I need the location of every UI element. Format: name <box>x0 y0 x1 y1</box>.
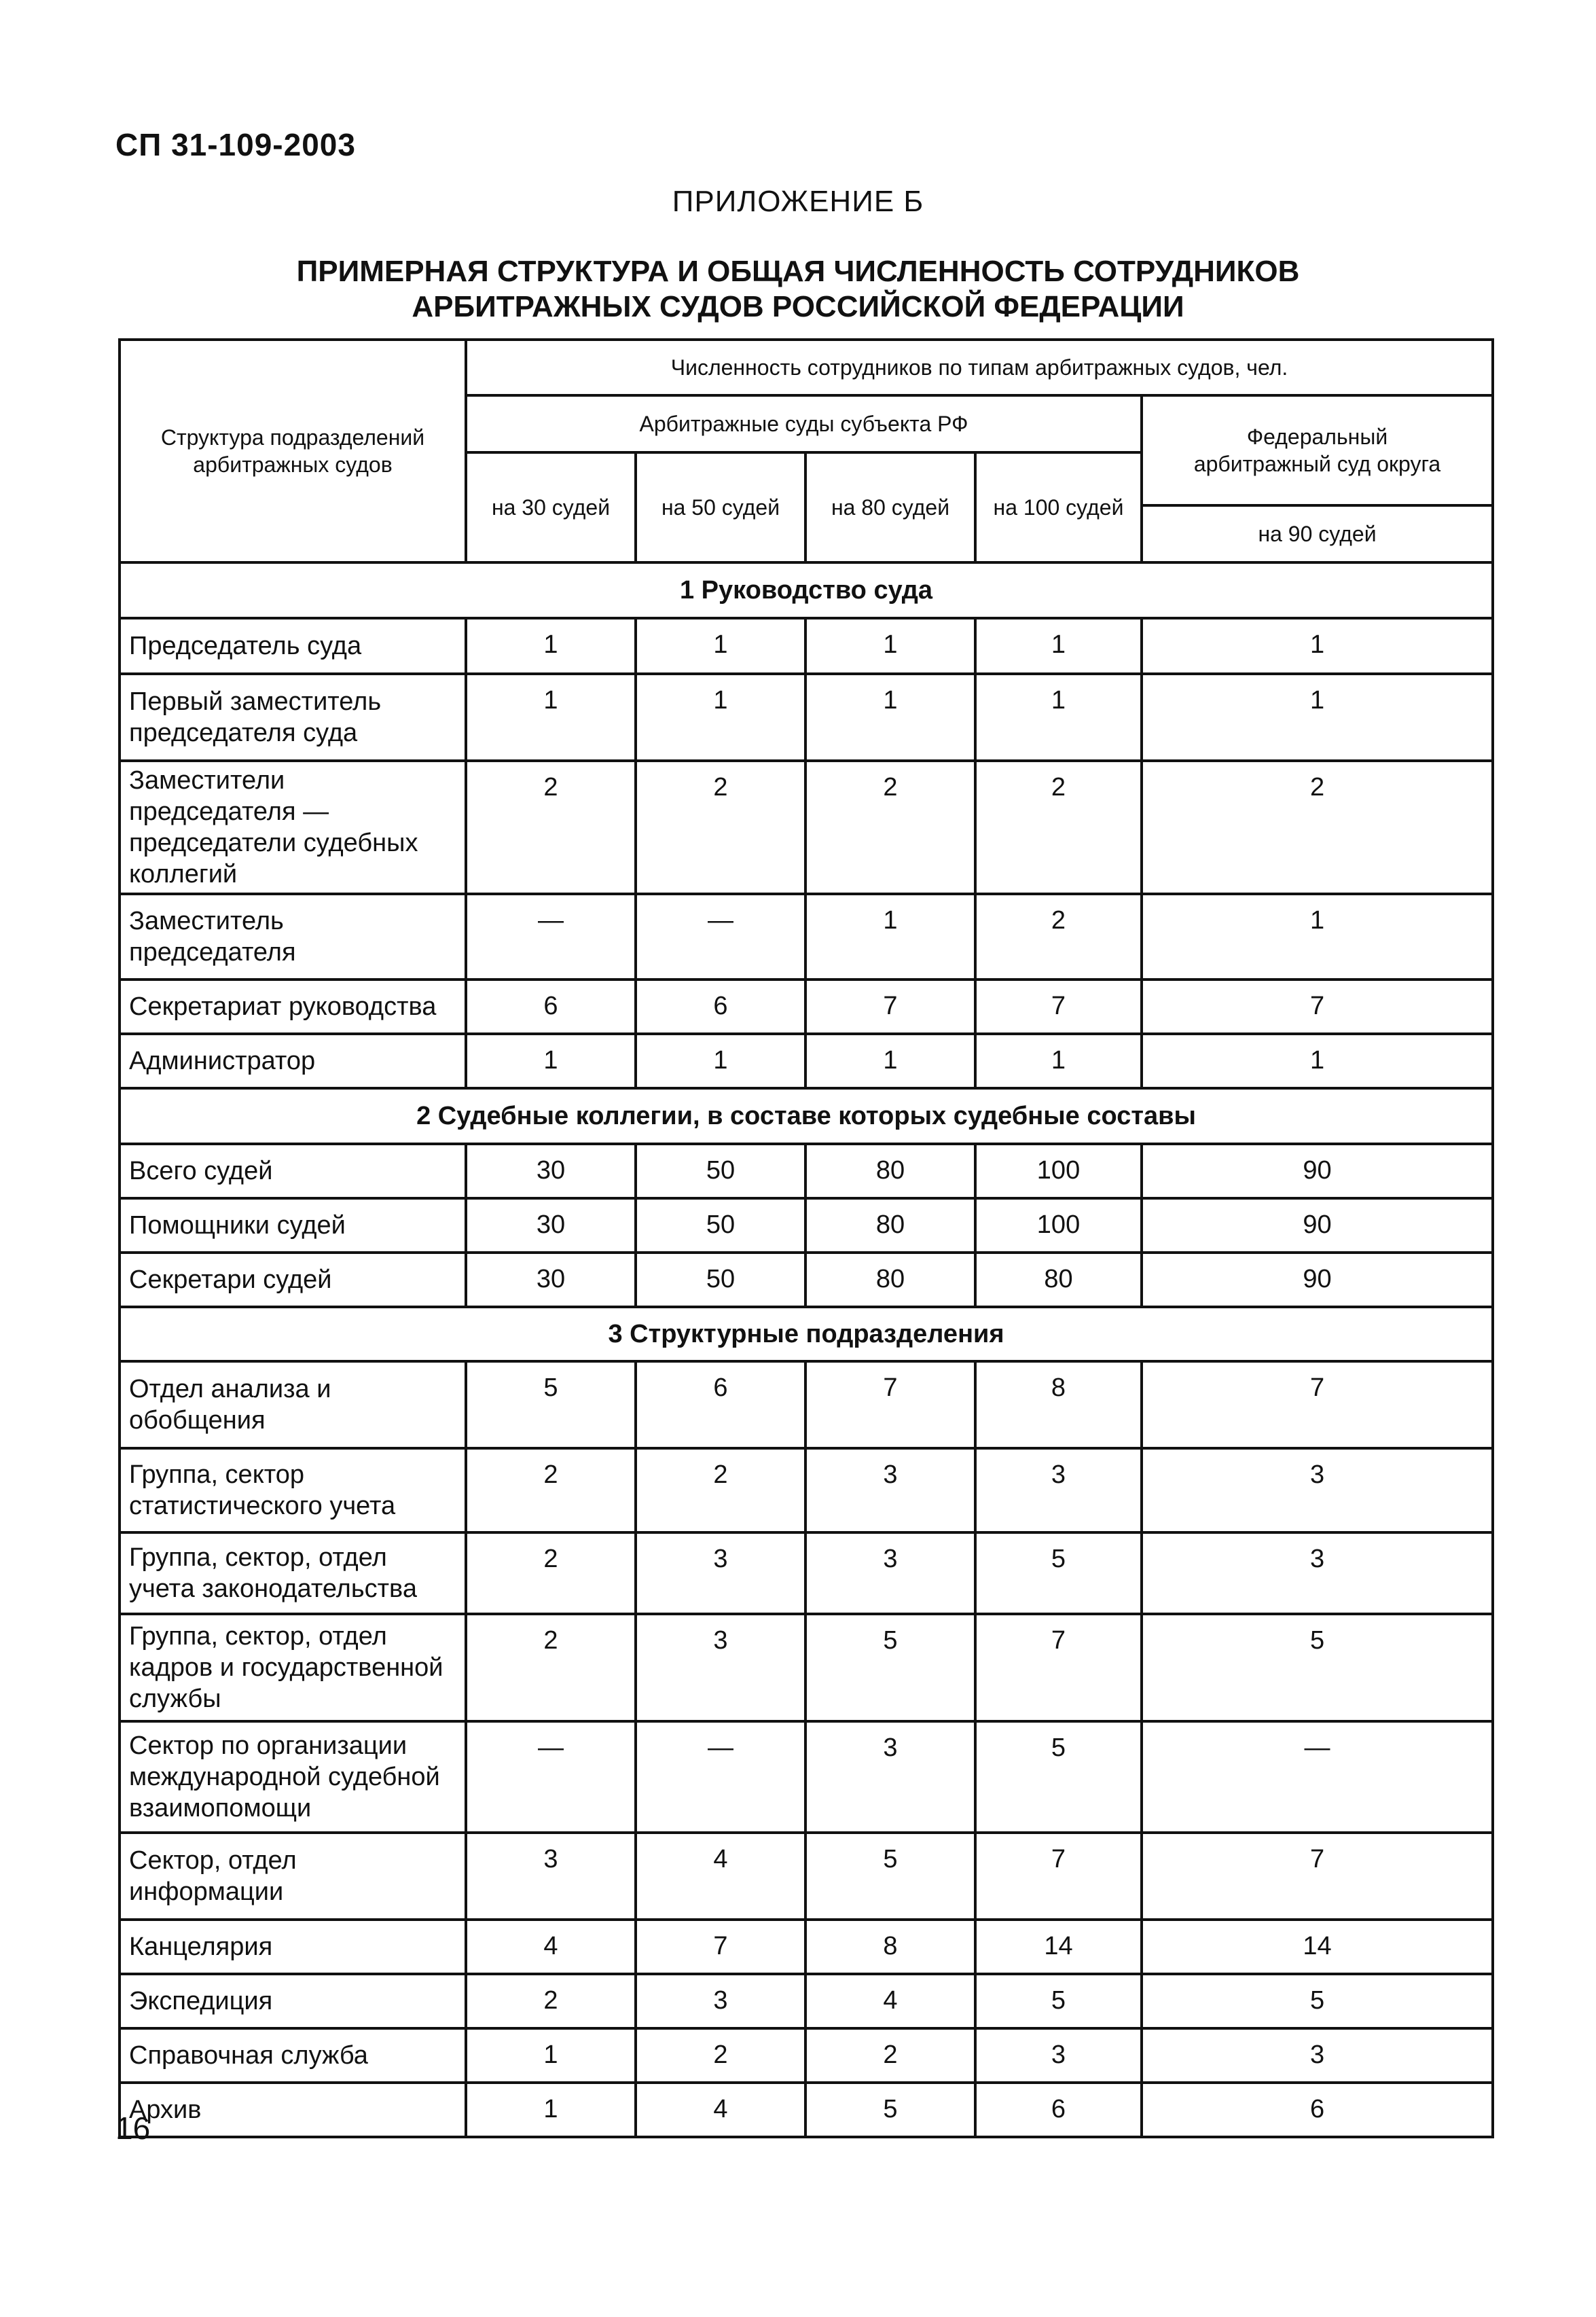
row-label: Экспедиция <box>120 1974 466 2028</box>
cell-value: 5 <box>805 1833 975 1920</box>
cell-value: 3 <box>805 1532 975 1614</box>
cell-value: 3 <box>636 1614 805 1721</box>
structure-header: Структура подразделений арбитражных судов <box>120 340 466 562</box>
cell-value: 1 <box>636 1034 805 1088</box>
table-row <box>120 2028 1493 2083</box>
row-label: Группа, сектор статистического учета <box>120 1448 466 1532</box>
cell-value: 14 <box>1142 1920 1493 1974</box>
cell-value: 4 <box>636 2083 805 2137</box>
appendix-heading: ПРИЛОЖЕНИЕ Б <box>672 185 924 218</box>
row-label: Председатель суда <box>120 618 466 674</box>
col-header-federal-90: на 90 судей <box>1142 505 1493 562</box>
cell-value: — <box>636 1721 805 1833</box>
cell-value: 5 <box>805 2083 975 2137</box>
cell-value: 3 <box>805 1721 975 1833</box>
table-row <box>120 1721 1493 1833</box>
cell-value: 3 <box>975 1448 1142 1532</box>
section-row <box>120 1307 1493 1361</box>
regional-courts-header: Арбитражные суды субъекта РФ <box>466 395 1142 452</box>
table-row <box>120 1034 1493 1088</box>
cell-value: 5 <box>1142 1614 1493 1721</box>
cell-value: 2 <box>805 761 975 894</box>
section-row <box>120 1088 1493 1144</box>
row-label: Заместители председателя — председатели судебных коллегий <box>120 761 466 894</box>
cell-value: 6 <box>636 1361 805 1448</box>
page-title <box>0 254 1596 325</box>
cell-value: 100 <box>975 1144 1142 1198</box>
table-row <box>120 1144 1493 1198</box>
cell-value: 2 <box>805 2028 975 2083</box>
cell-value: 2 <box>636 761 805 894</box>
cell-value: 50 <box>636 1144 805 1198</box>
cell-value: 2 <box>466 1614 636 1721</box>
cell-value: — <box>1142 1721 1493 1833</box>
row-label: Первый заместитель председателя суда <box>120 674 466 761</box>
table-row <box>120 1198 1493 1253</box>
cell-value: 7 <box>636 1920 805 1974</box>
row-label: Всего судей <box>120 1144 466 1198</box>
cell-value: — <box>636 894 805 980</box>
cell-value: 1 <box>805 618 975 674</box>
row-label: Сектор по организации международной судебной взаимопомощи <box>120 1721 466 1833</box>
document-code: СП 31-109-2003 <box>115 127 356 162</box>
cell-value: 2 <box>975 894 1142 980</box>
cell-value: 80 <box>805 1144 975 1198</box>
table-row <box>120 1974 1493 2028</box>
cell-value: 100 <box>975 1198 1142 1253</box>
cell-value: — <box>466 1721 636 1833</box>
cell-value: 3 <box>975 2028 1142 2083</box>
title-line-2: АРБИТРАЖНЫХ СУДОВ РОССИЙСКОЙ ФЕДЕРАЦИИ <box>412 290 1184 323</box>
section-row <box>120 562 1493 618</box>
staff-table <box>118 338 1494 2138</box>
cell-value: 1 <box>805 894 975 980</box>
table-row <box>120 1833 1493 1920</box>
row-label: Архив <box>120 2083 466 2137</box>
cell-value: 14 <box>975 1920 1142 1974</box>
table-row <box>120 894 1493 980</box>
cell-value: 5 <box>805 1614 975 1721</box>
cell-value: 4 <box>636 1833 805 1920</box>
cell-value: 2 <box>636 2028 805 2083</box>
table-row <box>120 674 1493 761</box>
cell-value: 1 <box>466 618 636 674</box>
cell-value: 3 <box>805 1448 975 1532</box>
cell-value: 7 <box>1142 1361 1493 1448</box>
cell-value: 8 <box>805 1920 975 1974</box>
cell-value: 4 <box>466 1920 636 1974</box>
cell-value: 1 <box>975 618 1142 674</box>
table-row <box>120 1532 1493 1614</box>
cell-value: 8 <box>975 1361 1142 1448</box>
cell-value: 1 <box>636 674 805 761</box>
cell-value: 1 <box>1142 674 1493 761</box>
cell-value: 90 <box>1142 1253 1493 1307</box>
cell-value: 50 <box>636 1253 805 1307</box>
table-row <box>120 980 1493 1034</box>
row-label: Отдел анализа и обобщения <box>120 1361 466 1448</box>
col-header-30: на 30 судей <box>466 452 636 562</box>
row-label: Справочная служба <box>120 2028 466 2083</box>
cell-value: 5 <box>975 1974 1142 2028</box>
table-row <box>120 618 1493 674</box>
row-label: Группа, сектор, отдел учета законодательства <box>120 1532 466 1614</box>
cell-value: 3 <box>636 1532 805 1614</box>
cell-value: 1 <box>466 2083 636 2137</box>
cell-value: 7 <box>1142 980 1493 1034</box>
cell-value: — <box>466 894 636 980</box>
cell-value: 1 <box>805 1034 975 1088</box>
row-label: Администратор <box>120 1034 466 1088</box>
cell-value: 1 <box>636 618 805 674</box>
cell-value: 3 <box>1142 2028 1493 2083</box>
cell-value: 5 <box>975 1532 1142 1614</box>
cell-value: 1 <box>466 1034 636 1088</box>
table-row <box>120 1253 1493 1307</box>
table-row <box>120 761 1493 894</box>
cell-value: 90 <box>1142 1198 1493 1253</box>
row-label: Секретари судей <box>120 1253 466 1307</box>
table-row <box>120 1448 1493 1532</box>
cell-value: 7 <box>975 1833 1142 1920</box>
cell-value: 30 <box>466 1144 636 1198</box>
cell-value: 1 <box>1142 894 1493 980</box>
row-label: Сектор, отдел информации <box>120 1833 466 1920</box>
cell-value: 2 <box>636 1448 805 1532</box>
row-label: Секретариат руководства <box>120 980 466 1034</box>
cell-value: 5 <box>1142 1974 1493 2028</box>
cell-value: 50 <box>636 1198 805 1253</box>
cell-value: 3 <box>1142 1532 1493 1614</box>
cell-value: 7 <box>805 1361 975 1448</box>
section-title: 3 Структурные подразделения <box>120 1307 1493 1361</box>
cell-value: 2 <box>975 761 1142 894</box>
col-header-50: на 50 судей <box>636 452 805 562</box>
cell-value: 2 <box>466 1974 636 2028</box>
cell-value: 6 <box>466 980 636 1034</box>
title-line-1: ПРИМЕРНАЯ СТРУКТУРА И ОБЩАЯ ЧИСЛЕННОСТЬ СОТРУДНИКОВ <box>296 255 1300 288</box>
cell-value: 4 <box>805 1974 975 2028</box>
cell-value: 5 <box>975 1721 1142 1833</box>
page-number: 16 <box>115 2111 151 2146</box>
cell-value: 6 <box>1142 2083 1493 2137</box>
federal-court-header: Федеральный арбитражный суд округа <box>1142 395 1493 505</box>
col-header-80: на 80 судей <box>805 452 975 562</box>
cell-value: 80 <box>805 1253 975 1307</box>
cell-value: 2 <box>466 1448 636 1532</box>
cell-value: 7 <box>1142 1833 1493 1920</box>
cell-value: 1 <box>805 674 975 761</box>
cell-value: 1 <box>466 2028 636 2083</box>
cell-value: 2 <box>1142 761 1493 894</box>
cell-value: 3 <box>1142 1448 1493 1532</box>
table-row <box>120 2083 1493 2137</box>
cell-value: 30 <box>466 1198 636 1253</box>
cell-value: 2 <box>466 1532 636 1614</box>
section-title: 2 Судебные коллегии, в составе которых судебные составы <box>120 1088 1493 1144</box>
cell-value: 30 <box>466 1253 636 1307</box>
cell-value: 1 <box>975 674 1142 761</box>
cell-value: 2 <box>466 761 636 894</box>
cell-value: 80 <box>805 1198 975 1253</box>
section-title: 1 Руководство суда <box>120 562 1493 618</box>
cell-value: 90 <box>1142 1144 1493 1198</box>
cell-value: 5 <box>466 1361 636 1448</box>
table-body <box>120 562 1493 2137</box>
cell-value: 3 <box>636 1974 805 2028</box>
cell-value: 80 <box>975 1253 1142 1307</box>
cell-value: 6 <box>636 980 805 1034</box>
row-label: Канцелярия <box>120 1920 466 1974</box>
cell-value: 3 <box>466 1833 636 1920</box>
col-header-100: на 100 судей <box>975 452 1142 562</box>
cell-value: 7 <box>975 1614 1142 1721</box>
table-row <box>120 1614 1493 1721</box>
table-row <box>120 1361 1493 1448</box>
row-label: Помощники судей <box>120 1198 466 1253</box>
cell-value: 1 <box>1142 1034 1493 1088</box>
cell-value: 7 <box>975 980 1142 1034</box>
row-label: Группа, сектор, отдел кадров и государственной службы <box>120 1614 466 1721</box>
cell-value: 1 <box>1142 618 1493 674</box>
cell-value: 6 <box>975 2083 1142 2137</box>
cell-value: 1 <box>466 674 636 761</box>
row-label: Заместитель председателя <box>120 894 466 980</box>
staff-count-header: Численность сотрудников по типам арбитражных судов, чел. <box>466 340 1493 395</box>
table-header <box>120 340 1493 562</box>
table-row <box>120 1920 1493 1974</box>
cell-value: 1 <box>975 1034 1142 1088</box>
cell-value: 7 <box>805 980 975 1034</box>
